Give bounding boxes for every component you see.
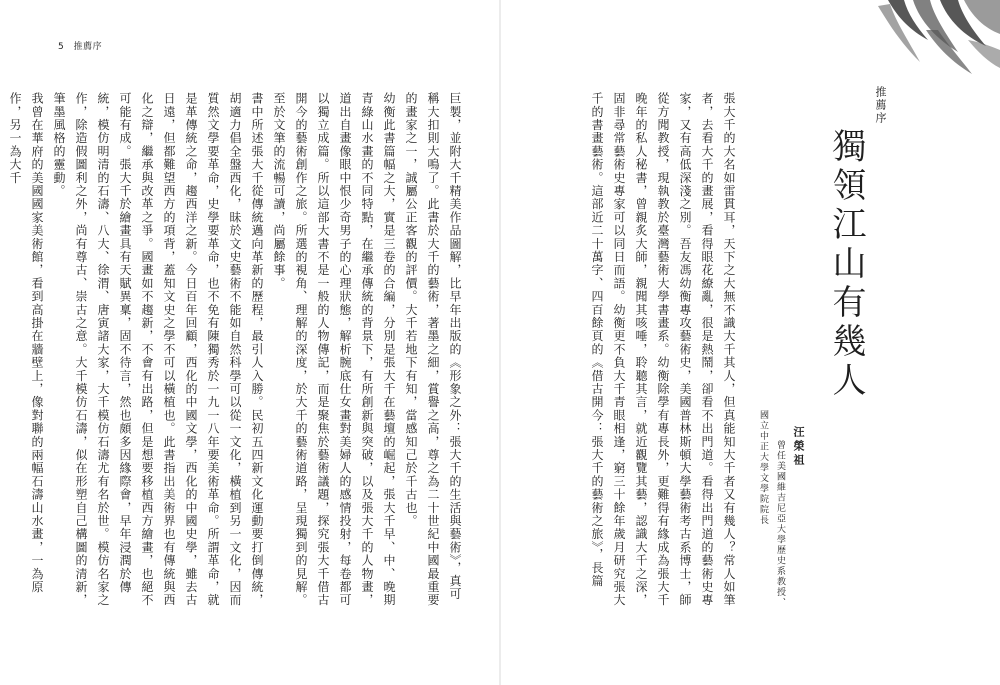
body-paragraph: 張大千的大名如雷貫耳，天下之大無不識大千其人，但真能知大千者又有幾人？常人如筆者，去看大千的畫展，看得眼花繚亂，很是熱鬧，卻看不出門道。看得出門道的藝術史專家，又有高低深淺之別。吾友馮幼衡專攻藝術史，美國普林斯頓大學藝術考古系博士，師從方聞教授，現執教於臺灣藝術大學書畫系。幼衡除學有專長外，更難得有緣成為張大千晚年的私人秘書，曾親炙大師，親聞其咳唾，聆聽其言，就近觀覽其藝，認識大千之深，固非尋常藝術史專家可以同日而語。幼衡更不負大千青眼相逢，窮三十餘年歲月研究張大千的書畫藝術。這部近二十萬字、四百餘頁的《借古開今：張大千的藝術之旅》，長篇 <box>590 92 736 607</box>
right-page-body <box>570 92 740 612</box>
page-number: 5 <box>58 42 65 52</box>
running-head <box>58 39 102 52</box>
ink-plant-illustration <box>868 0 1000 80</box>
body-paragraph: 書中所述張大千從傳統邁向革新的歷程，最引人入勝。民初五四新文化運動要打倒傳統，胡適力倡全盤西化，昧於文史藝術不能如自然科學可以從一文化，橫植到另一文化，因而質然文學要革命，史學要革命，也不免有陳獨秀於一九一八年要美術革命。所謂革命，就是革傳統之命，趨西洋之新。今日百年回顧，西化的中國文學，西化的中國史學，雖去古日遠，但都難望西方的項背，蓋知文史之學不可以橫植也。此書指出美術界也有傳統與西化之辯，繼承與改革之爭。國畫如不趨新，不會有出路，但是想要移植西方繪畫，也絕不可能有成。張大千於繪畫具有天賦異稟，固不待言，然也頗多因緣際會，早年浸潤於傳統，模仿明清的石濤、八大、徐渭、唐寅諸大家，大千模仿石濤尤有名於世。模仿名家之作，除造假圖利之外，尚有尊古、崇古之意。大千模仿石濤，似在形塑自己構圖的清新，筆墨風格的靈動。 <box>52 92 264 607</box>
author-name: 汪榮祖 <box>792 426 805 468</box>
body-paragraph: 幼衡此書篇幅之大，實是三卷的合編，分別是張大千在藝壇的崛起，張大千早、中、晚期青綠山水畫的不同特點，在繼承傳統的背景下，有所創新與突破，以及張大千的人物畫，道出自畫像眼中恨少奇男子的心理狀態，解析腕底仕女畫對美婦人的感情投射，每卷都可以獨立成篇。所以這部大書不是一般的人物傳記，而是聚焦於藝術議題，探究張大千借古開今的藝術創作之旅。所選的視角、理解的深度，於大千的藝術道路，呈現獨到的見解。至於文筆的流暢可讀，尚屬餘事。 <box>272 92 396 607</box>
section-label: 推薦序 <box>874 86 887 125</box>
running-head-section: 推薦序 <box>73 42 103 52</box>
body-paragraph: 巨製，並附大千精美作品圖解，比早年出版的《形象之外：張大千的生活與藝術》，真可稱大扣則大鳴了。此書於大千的藝術，著墨之細，賞譽之高，尊之為二十世紀中國最重要的畫家之一，誠屬公正客觀的評價。大千若地下有知，當感知己於千古也。 <box>404 92 462 607</box>
chapter-title: 獨領江山有幾人 <box>826 128 866 401</box>
body-paragraph: 我曾在華府的美國國家美術館，看到高掛在牆壁上，像對聯的兩幅石濤山水畫，一為原作，另一為大千 <box>8 92 44 594</box>
left-page-body <box>8 92 466 612</box>
author-affiliation: 國立中正大學文學院院長 <box>758 410 768 526</box>
author-affiliation: 曾任美國維吉尼亞大學歷史系教授、 <box>775 440 785 608</box>
